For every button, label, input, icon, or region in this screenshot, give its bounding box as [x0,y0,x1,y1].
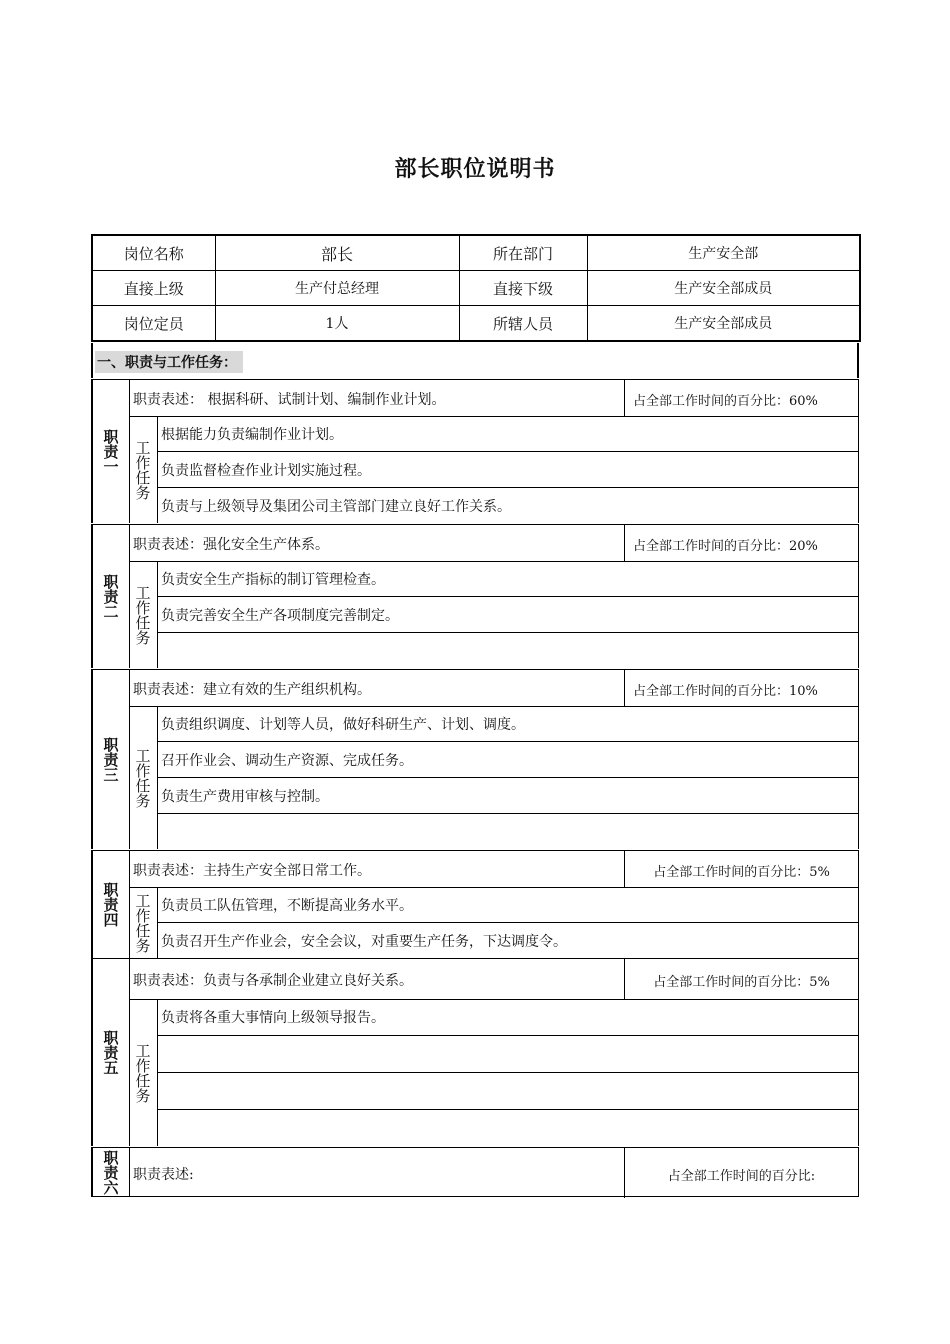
info-row [92,271,860,306]
duty-label: 职责四 [93,851,130,958]
duty-time-percent: 占全部工作时间的百分比：10% [624,670,858,706]
task-item: 负责生产费用审核与控制。 [157,778,858,814]
duty-statement-row [129,1148,858,1198]
duty-label: 职责一 [93,380,130,523]
task-item: 负责安全生产指标的制订管理检查。 [157,561,858,597]
duty-statement-row [129,851,858,888]
task-item: 负责与上级领导及集团公司主管部门建立良好工作关系。 [161,499,511,515]
task-item [157,1110,858,1147]
task-item: 负责组织调度、计划等人员，做好科研生产、计划、调度。 [157,706,858,742]
info-row [92,235,860,271]
duty-statement-row [129,380,858,417]
duty-label: 职责五 [93,959,130,1146]
info-value: 生产安全部成员 [587,271,860,306]
task-label: 工作任务 [129,999,158,1146]
duty-statement: 职责表述: [133,1167,194,1183]
info-label: 直接上级 [92,271,215,306]
info-value: 1人 [215,306,459,342]
task-item [157,1073,858,1110]
task-label: 工作任务 [129,887,158,958]
page-title: 部长职位说明书 [394,157,556,182]
info-row [92,306,860,342]
info-value: 生产付总经理 [215,271,459,306]
task-item: 负责员工队伍管理，不断提高业务水平。 [157,887,858,923]
duty-time-percent: 占全部工作时间的百分比：20% [624,525,858,561]
duty-time-percent: 占全部工作时间的百分比：60% [624,380,858,416]
duty-statement: 职责表述： 根据科研、试制计划、编制作业计划。 [133,392,446,408]
task-item: 负责完善安全生产各项制度完善制定。 [157,597,858,633]
task-item [157,814,858,850]
duty-statement: 职责表述：强化安全生产体系。 [133,537,329,553]
duty-label: 职责六 [93,1148,130,1196]
basic-info-table [91,234,861,342]
duty-statement: 职责表述：负责与各承制企业建立良好关系。 [133,973,413,989]
section-header [91,343,859,378]
duty-statement-row [129,525,858,562]
info-label: 岗位定员 [92,306,215,342]
task-item: 召开作业会、调动生产资源、完成任务。 [157,742,858,778]
duty-statement-row [129,959,858,1000]
info-label: 所辖人员 [459,306,587,342]
task-item: 负责召开生产作业会，安全会议，对重要生产任务，下达调度令。 [161,934,567,950]
info-label: 直接下级 [459,271,587,306]
info-label: 岗位名称 [92,235,215,271]
task-item [157,1036,858,1073]
duty-block [91,1147,859,1197]
task-item: 根据能力负责编制作业计划。 [157,416,858,452]
task-label: 工作任务 [129,706,158,849]
info-value: 生产安全部成员 [587,306,860,342]
task-label: 工作任务 [129,416,158,523]
info-label: 所在部门 [459,235,587,271]
duty-time-percent: 占全部工作时间的百分比：5% [624,959,858,999]
info-value: 生产安全部 [587,235,860,271]
duty-label: 职责二 [93,525,130,668]
duty-block [91,958,859,1146]
duty-block [91,379,859,523]
task-item: 负责监督检查作业计划实施过程。 [157,452,858,488]
task-item [157,633,858,669]
info-value: 部长 [215,235,459,271]
duty-time-percent: 占全部工作时间的百分比: [624,1148,858,1198]
duty-block [91,850,859,958]
duty-block [91,669,859,849]
section-title: 一、职责与工作任务： [95,351,243,373]
duty-statement: 职责表述：主持生产安全部日常工作。 [133,863,371,879]
task-label: 工作任务 [129,561,158,668]
duty-time-percent: 占全部工作时间的百分比：5% [624,851,858,887]
duty-block [91,524,859,668]
task-item: 负责将各重大事情向上级领导报告。 [157,999,858,1036]
duty-label: 职责三 [93,670,130,849]
duty-statement: 职责表述：建立有效的生产组织机构。 [133,682,371,698]
duty-statement-row [129,670,858,707]
